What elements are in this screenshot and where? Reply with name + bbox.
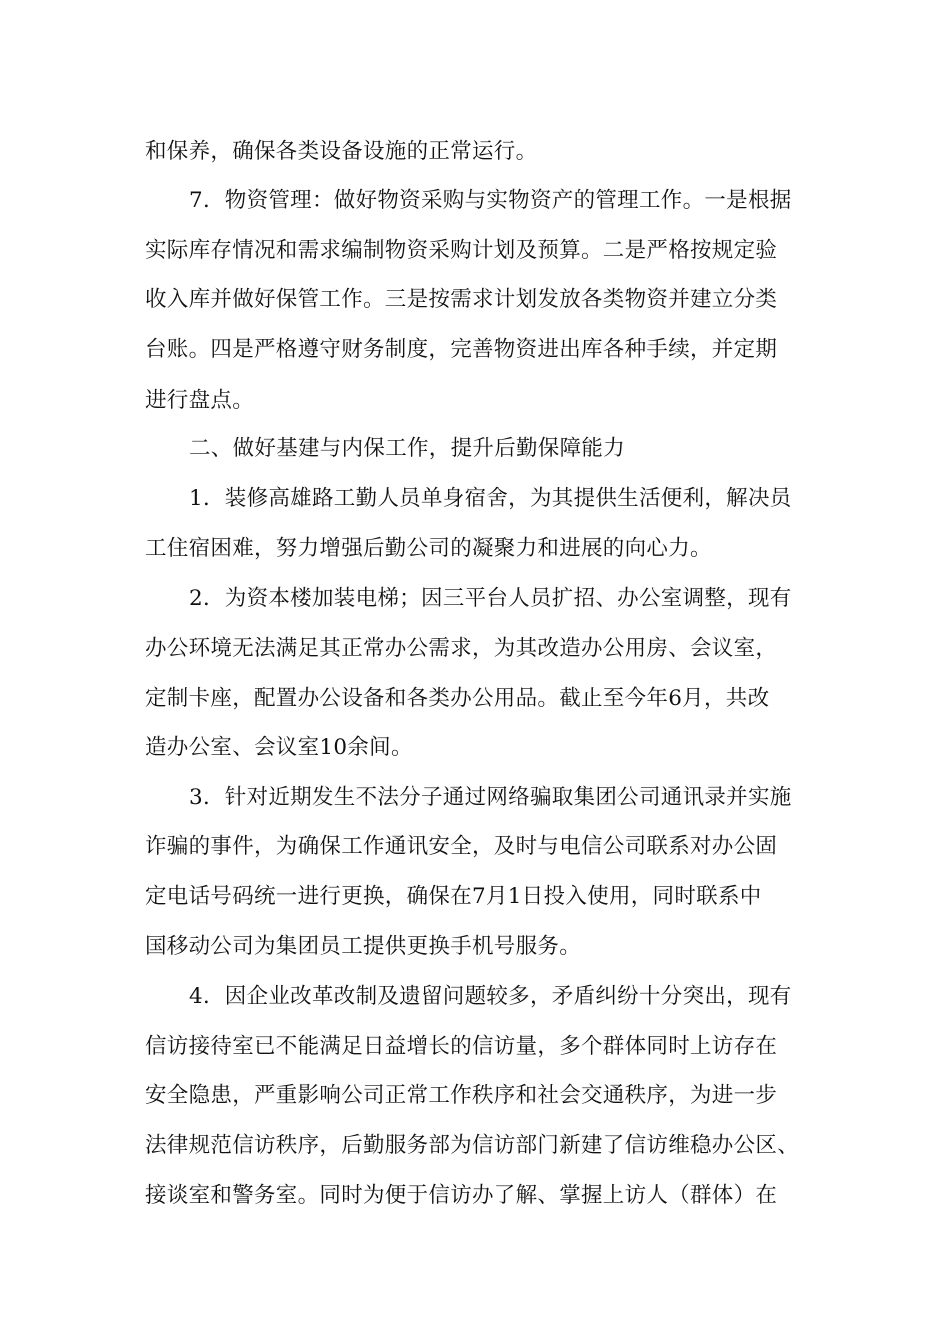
text-line: 7．物资管理：做好物资采购与实物资产的管理工作。一是根据 bbox=[189, 188, 792, 213]
text-line: 2．为资本楼加装电梯；因三平台人员扩招、办公室调整，现有 bbox=[189, 586, 792, 611]
text-line: 工住宿困难，努力增强后勤公司的凝聚力和进展的向心力。 bbox=[145, 536, 712, 561]
text-line: 进行盘点。 bbox=[145, 388, 255, 413]
text-line: 实际库存情况和需求编制物资采购计划及预算。二是严格按规定验 bbox=[145, 238, 778, 263]
section-heading: 二、做好基建与内保工作，提升后勤保障能力 bbox=[189, 436, 626, 461]
text-line: 3．针对近期发生不法分子通过网络骗取集团公司通讯录并实施 bbox=[189, 785, 792, 810]
text-line: 信访接待室已不能满足日益增长的信访量，多个群体同时上访存在 bbox=[145, 1034, 778, 1059]
text-line: 法律规范信访秩序，后勤服务部为信访部门新建了信访维稳办公区、 bbox=[145, 1133, 800, 1158]
text-line: 安全隐患，严重影响公司正常工作秩序和社会交通秩序，为进一步 bbox=[145, 1083, 778, 1108]
text-line: 收入库并做好保管工作。三是按需求计划发放各类物资并建立分类 bbox=[145, 287, 778, 312]
text-line: 国移动公司为集团员工提供更换手机号服务。 bbox=[145, 934, 582, 959]
text-line: 和保养，确保各类设备设施的正常运行。 bbox=[145, 139, 538, 164]
text-line: 定电话号码统一进行更换，确保在7月1日投入使用，同时联系中 bbox=[145, 884, 762, 909]
text-line: 办公环境无法满足其正常办公需求，为其改造办公用房、会议室， bbox=[145, 636, 778, 661]
text-line: 1．装修高雄路工勤人员单身宿舍，为其提供生活便利，解决员 bbox=[189, 486, 792, 511]
text-line: 造办公室、会议室10余间。 bbox=[145, 735, 413, 760]
text-line: 定制卡座，配置办公设备和各类办公用品。截止至今年6月，共改 bbox=[145, 686, 770, 711]
text-line: 诈骗的事件，为确保工作通讯安全，及时与电信公司联系对办公固 bbox=[145, 834, 778, 859]
text-line: 台账。四是严格遵守财务制度，完善物资进出库各种手续，并定期 bbox=[145, 337, 778, 362]
text-line: 4．因企业改革改制及遗留问题较多，矛盾纠纷十分突出，现有 bbox=[189, 984, 792, 1009]
text-line: 接谈室和警务室。同时为便于信访办了解、掌握上访人（群体）在 bbox=[145, 1183, 778, 1208]
